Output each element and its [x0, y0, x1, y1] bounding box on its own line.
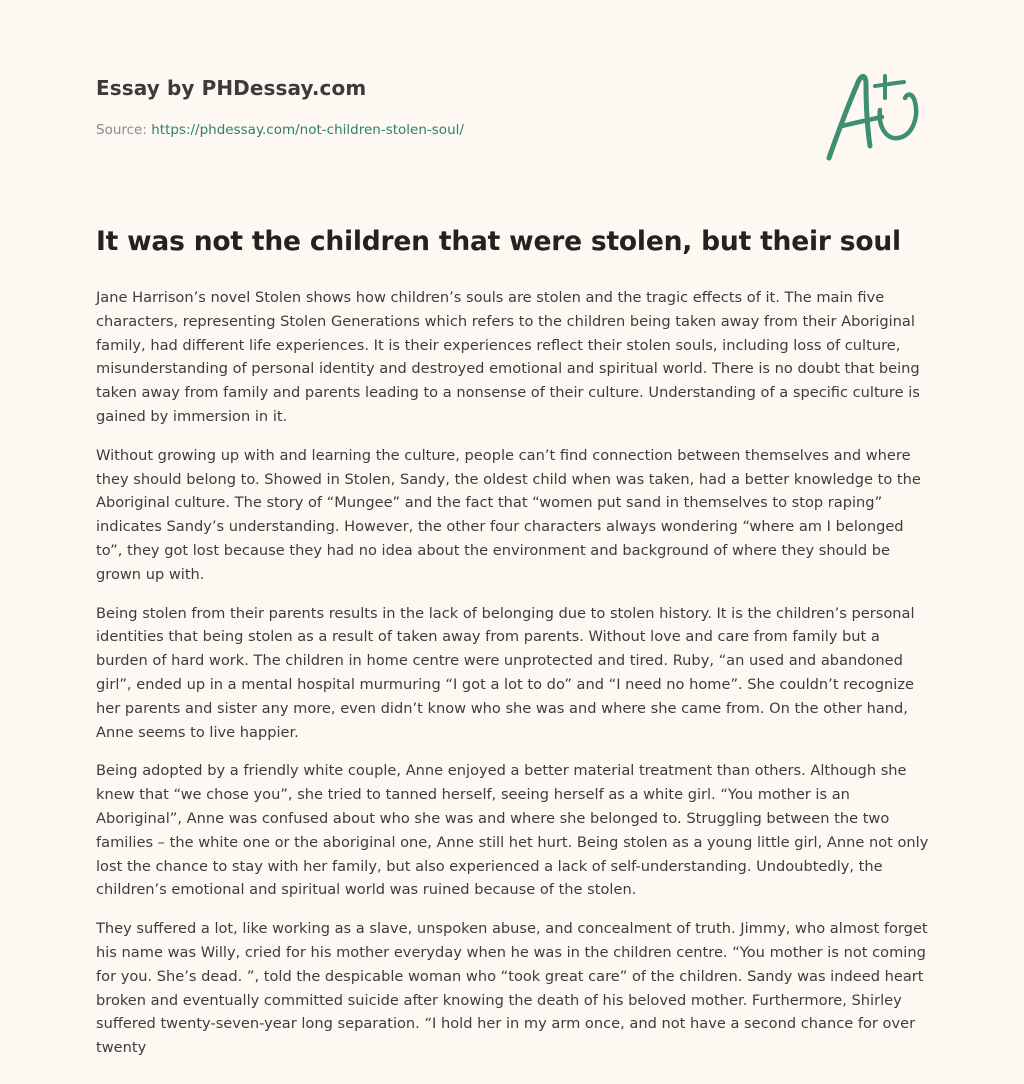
- site-brand: Essay by PHDessay.com: [96, 76, 367, 100]
- essay-paragraph: Being stolen from their parents results in the lack of belonging due to stolen history. It is the children’s personal identities that being stolen as a result of taken away from parents. Without love and care from family but a burden of hard work. The children in home centre were unprotected and tired. Ruby, “an used and abandoned girl”, ended up in a mental hospital murmuring “I got a lot to do” and “I need no home”. She couldn’t recognize her parents and sister any more, even didn’t know who she was and where she came from. On the other hand, Anne seems to live happier.: [96, 604, 915, 741]
- essay-paragraph: Being adopted by a friendly white couple, Anne enjoyed a better material treatment than others. Although she knew that “we chose you”, she tried to tanned herself, seeing herself as a white girl. “You mother is an Aboriginal”, Anne was confused about who she was and where she belonged to. Struggling between the two families – the white one or the aboriginal one, Anne still het hurt. Being stolen as a young little girl, Anne not only lost the chance to stay with her family, but also experienced a lack of self-understanding. Undoubtedly, the children’s emotional and spiritual world was ruined because of the stolen.: [96, 762, 929, 899]
- essay-body: [96, 286, 930, 1075]
- source-line: [96, 122, 796, 138]
- essay-title: It was not the children that were stolen, but their soul: [96, 226, 901, 257]
- a-plus-grade-icon: [822, 68, 932, 168]
- source-link[interactable]: https://phdessay.com/not-children-stolen-soul/: [151, 122, 464, 138]
- essay-paragraph: Without growing up with and learning the culture, people can’t find connection between themselves and where they should belong to. Showed in Stolen, Sandy, the oldest child when was taken, had a better knowledge to the Aboriginal culture. The story of “Mungee” and the fact that “women put sand in themselves to stop raping” indicates Sandy’s understanding. However, the other four characters always wondering “where am I belonged to”, they got lost because they had no idea about the environment and background of where they should be grown up with.: [96, 446, 921, 583]
- essay-paragraph: They suffered a lot, like working as a slave, unspoken abuse, and concealment of truth. Jimmy, who almost forget his name was Willy, cried for his mother everyday when he was in the children centre. “You mother is not coming for you. She’s dead. ”, told the despicable woman who “took great care” of the children. Sandy was indeed heart broken and eventually committed suicide after knowing the death of his beloved mother. Furthermore, Shirley suffered twenty-seven-year long separation. “I hold her in my arm once, and not have a second chance for over twenty: [96, 920, 928, 1057]
- source-label: Source:: [96, 122, 152, 138]
- site-header: [96, 76, 796, 138]
- essay-paragraph: Jane Harrison’s novel Stolen shows how children’s souls are stolen and the tragic effects of it. The main five characters, representing Stolen Generations which refers to the children being taken away from their Aboriginal family, had different life experiences. It is their experiences reflect their stolen souls, including loss of culture, misunderstanding of personal identity and destroyed emotional and spiritual world. There is no doubt that being taken away from family and parents leading to a nonsense of their culture. Understanding of a specific culture is gained by immersion in it.: [96, 289, 920, 425]
